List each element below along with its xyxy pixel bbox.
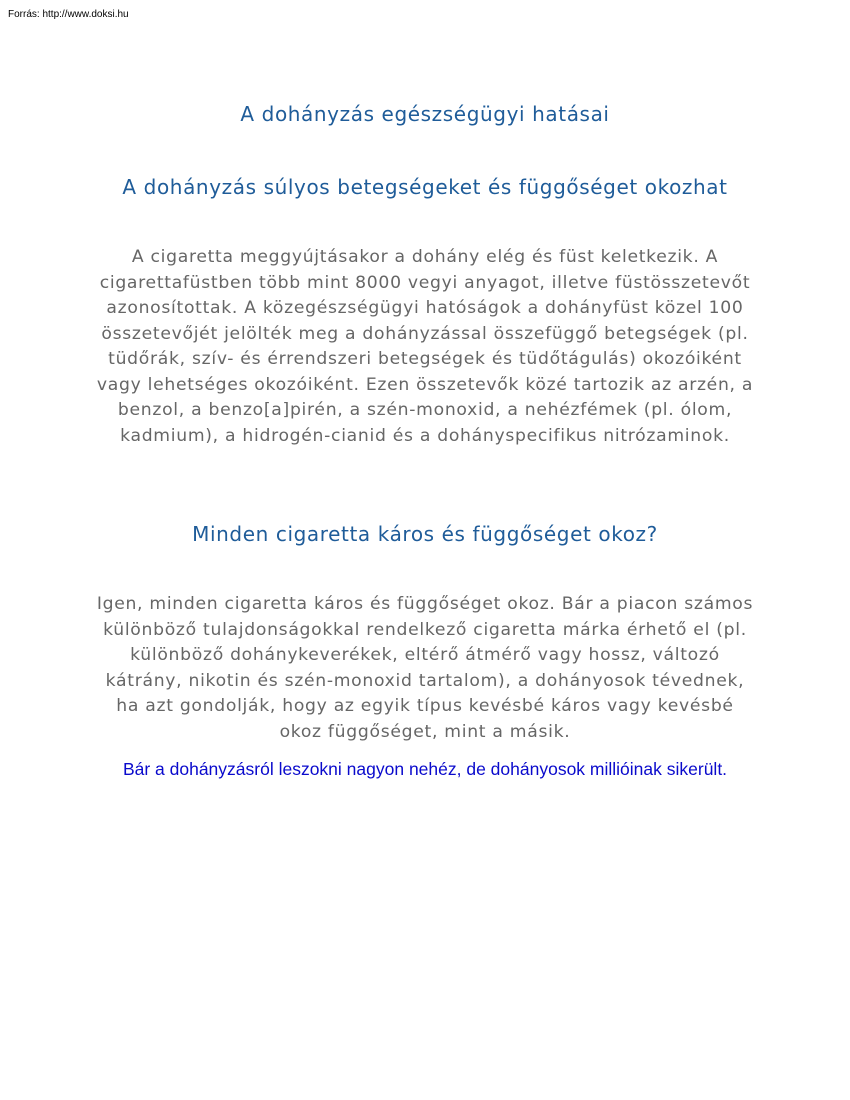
section-heading-diseases: A dohányzás súlyos betegségeket és függőséget okozhat (122, 175, 728, 199)
quitting-note: Bár a dohányzásról leszokni nagyon nehéz, de dohányosok millióinak sikerült. (122, 759, 728, 779)
section-paragraph-diseases: A cigaretta meggyújtásakor a dohány elég és füst keletkezik. A cigarettafüstben több mint 8000 vegyi anyagot, illetve füstösszetevőt azonosítottak. A közegészségügyi hatóságok a dohányfüst közel 100 összetevőjét jelölték meg a dohányzással összefüggő betegségek (pl. tüdőrák, szív- és érrendszeri betegségek és tüdőtágulás) okozóiként vagy lehetséges okozóiként. Ezen összetevők közé tartozik az arzén, a benzol, a benzo[a]pirén, a szén-monoxid, a nehézfémek (pl. ólom, kadmium), a hidrogén-cianid és a dohányspecifikus nitrózaminok. (96, 247, 754, 446)
source-label: Forrás: http://www.doksi.hu (8, 9, 129, 20)
section-heading-every-cigarette: Minden cigaretta káros és függőséget okoz? (192, 522, 658, 546)
page-title: A dohányzás egészségügyi hatásai (240, 102, 610, 126)
section-paragraph-every-cigarette: Igen, minden cigaretta káros és függőséget okoz. Bár a piacon számos különböző tulajdonságokkal rendelkező cigaretta márka érhető el (pl. különböző dohánykeverékek, eltérő átmérő vagy hossz, változó kátrány, nikotin és szén-monoxid tartalom), a dohányosok tévednek, ha azt gondolják, hogy az egyik típus kevésbé káros vagy kevésbé okoz függőséget, mint a másik. (96, 594, 754, 742)
